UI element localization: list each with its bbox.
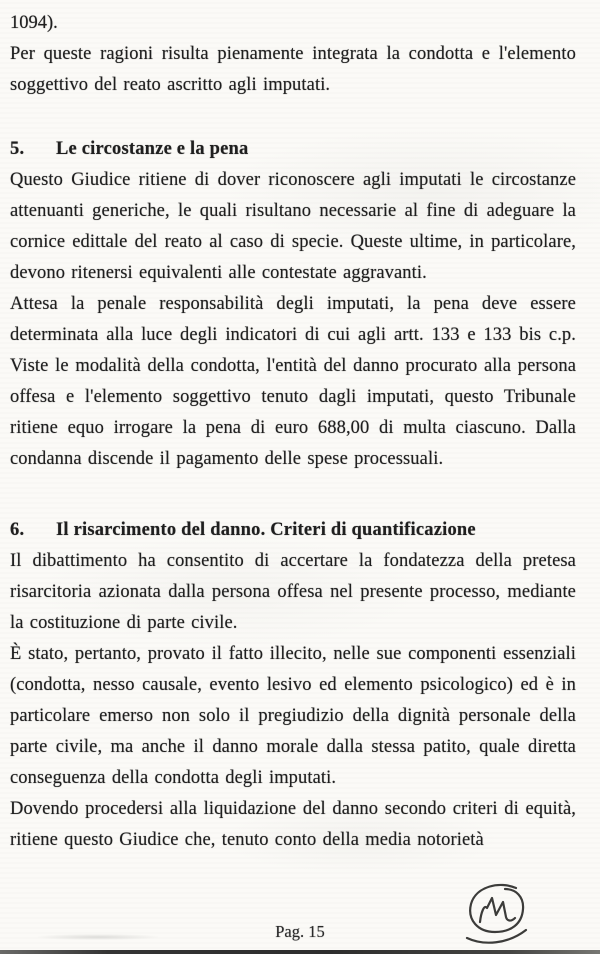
section-5-heading [10,134,576,165]
intro-paragraph: Per queste ragioni risulta pienamente integrata la condotta e l'elemento soggettivo del reato ascritto agli imputati. [10,44,576,95]
section-5-paragraph-1: Questo Giudice ritiene di dover riconoscere agli imputati le circostanze attenuanti generiche, le quali risultano necessarie al fine di adeguare la cornice edittale del reato al caso di specie. Queste ultime, in particolare, devono ritenersi equivalenti alle contestate aggravanti. [10,170,576,283]
judge-initials-signature [458,880,538,948]
section-6-number: 6. [10,520,25,540]
section-5-title: Le circostanze e la pena [56,139,249,159]
page-number-label: Pag. 15 [275,922,325,941]
section-5-number: 5. [10,139,25,159]
section-5-paragraph-2: Attesa la penale responsabilità degli imputati, la pena deve essere determinata alla luce degli indicatori di cui agli artt. 133 e 133 bis c.p. Viste le modalità della condotta, l'entità del danno procurato alla persona offesa e l'elemento soggettivo tenuto dagli imputati, questo Tribunale ritiene equo irrogare la pena di euro 688,00 di multa ciascuno. Dalla condanna discende il pagamento delle spese processuali. [10,294,576,469]
section-6-heading [10,515,576,546]
section-6-paragraph-2: È stato, pertanto, provato il fatto illecito, nelle sue componenti essenziali (condotta, nesso causale, evento lesivo ed elemento psicologico) ed è in particolare emerso non solo il pregiudizio della dignità personale della parte civile, ma anche il danno morale dalla stessa patito, quale diretta conseguenza della condotta degli imputati. [10,644,576,788]
scan-edge-artifact [0,950,600,954]
section-6-title: Il risarcimento del danno. Criteri di quantificazione [56,520,476,540]
section-6-paragraph-3: Dovendo procedersi alla liquidazione del danno secondo criteri di equità, ritiene questo Giudice che, tenuto conto della media notorietà [10,799,576,850]
section-6-paragraph-1: Il dibattimento ha consentito di accertare la fondatezza della pretesa risarcitoria azionata dalla persona offesa nel presente processo, mediante la costituzione di parte civile. [10,551,576,633]
document-body [10,8,576,856]
continuation-line: 1094). [10,13,58,33]
signature-drawing [458,880,538,948]
